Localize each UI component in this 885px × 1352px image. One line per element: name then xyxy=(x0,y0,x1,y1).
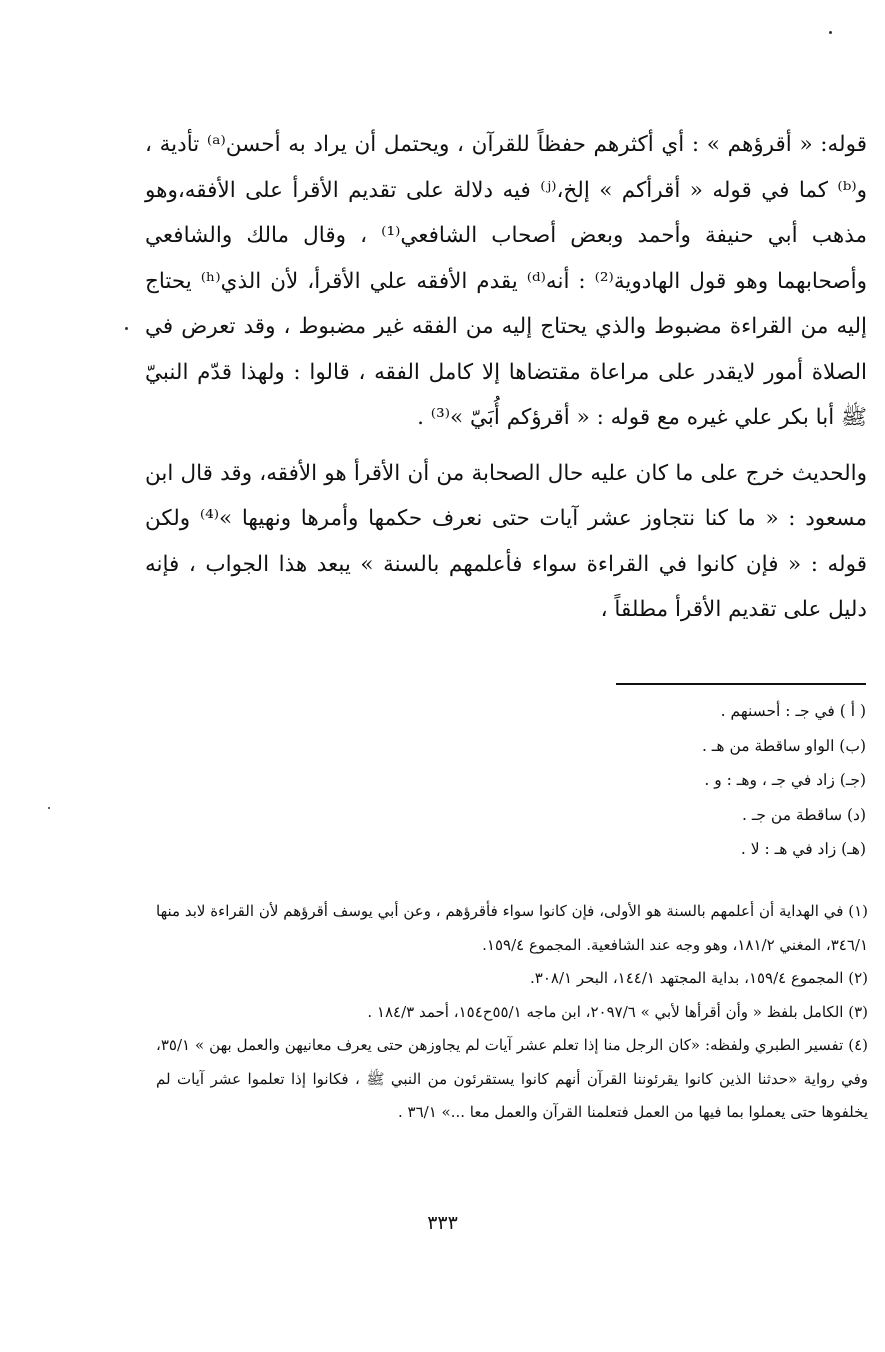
variant-notes xyxy=(300,694,866,867)
page-number: ٣٣٣ xyxy=(427,1212,458,1234)
scan-speck xyxy=(48,807,50,809)
variant-note: (ب) الواو ساقطة من هـ . xyxy=(701,736,866,755)
reference-note: (٣) الكامل بلفظ « وأن أقرأها لأبي » ٢٠٩٧/٦، ابن ماجه ٥٥/١ح١٥٤، أحمد ١٨٤/٣ . xyxy=(367,1002,868,1021)
scan-speck xyxy=(829,31,832,34)
reference-note: (١) في الهداية أن أعلمهم بالسنة هو الأولى، فإن كانوا سواء فأقرؤهم ، وعن أبي يوسف أقرؤهم لأن القراءة لابد منها ٣٤٦/١، المغني ١٨١/٢، وهو وجه عند الشافعية. المجموع ١٥٩/٤. xyxy=(156,902,868,954)
variant-note: ( أ ) في جـ : أحسنهم . xyxy=(720,702,866,720)
reference-note: (٢) المجموع ١٥٩/٤، بداية المجتهد ١٤٤/١، البحر ٣٠٨/١. xyxy=(530,969,868,987)
variant-note: (هـ) زاد في هـ : لا . xyxy=(740,840,866,858)
main-text xyxy=(145,122,867,633)
reference-note: (٤) تفسير الطبري ولفظه: «كان الرجل منا إذا تعلم عشر آيات لم يجاوزهن حتى يعرف معانيهن والعمل بهن » ٣٥/١، وفي رواية «حدثنا الذين كانوا يقرئوننا القرآن أنهم كانوا يستقرئون من النبي ﷺ ، فكانوا إذا تعلموا عشر آيات لم يخلفوها حتى يعملوا بما فيها من العمل فتعلمنا القرآن والعمل معا ...» ٣٦/١ . xyxy=(156,1036,868,1121)
reference-notes xyxy=(156,895,868,1130)
variant-note: (د) ساقطة من جـ . xyxy=(742,805,866,824)
scan-speck xyxy=(125,327,128,330)
main-paragraph: قوله: « أقرؤهم » : أي أكثرهم حفظاً للقرآن ، ويحتمل أن يراد به أحسن⁽ᵃ⁾ تأدية ، و⁽ᵇ⁾ كما في قوله « أقرأكم » إلخ،⁽ʲ⁾ فيه دلالة على تقديم الأقرأ على الأفقه،وهو مذهب أبي حنيفة وأحمد وبعض أصحاب الشافعي⁽¹⁾ ، وقال مالك والشافعي وأصحابهما وهو قول الهادوية⁽²⁾ : أنه⁽ᵈ⁾ يقدم الأفقه علي الأقرأ، لأن الذي⁽ʰ⁾ يحتاج إليه من القراءة مضبوط والذي يحتاج إليه من الفقه غير مضبوط ، وقد تعرض في الصلاة أمور لايقدر على مراعاة مقتضاها إلا كامل الفقه ، قالوا : ولهذا قدّم النبيّ ﷺ أبا بكر علي غيره مع قوله : « أقرؤكم أُبَيّ »⁽³⁾ . xyxy=(145,132,867,430)
footnote-divider xyxy=(616,683,866,685)
main-paragraph: والحديث خرج على ما كان عليه حال الصحابة من أن الأقرأ هو الأفقه، وقد قال ابن مسعود : « ما كنا نتجاوز عشر آيات حتى نعرف حكمها وأمرها ونهيها »⁽⁴⁾ ولكن قوله : « فإن كانوا في القراءة سواء فأعلمهم بالسنة » يبعد هذا الجواب ، فإنه دليل على تقديم الأقرأ مطلقاً ، xyxy=(145,460,867,622)
variant-note: (جـ) زاد في جـ ، وهـ : و . xyxy=(704,771,866,789)
